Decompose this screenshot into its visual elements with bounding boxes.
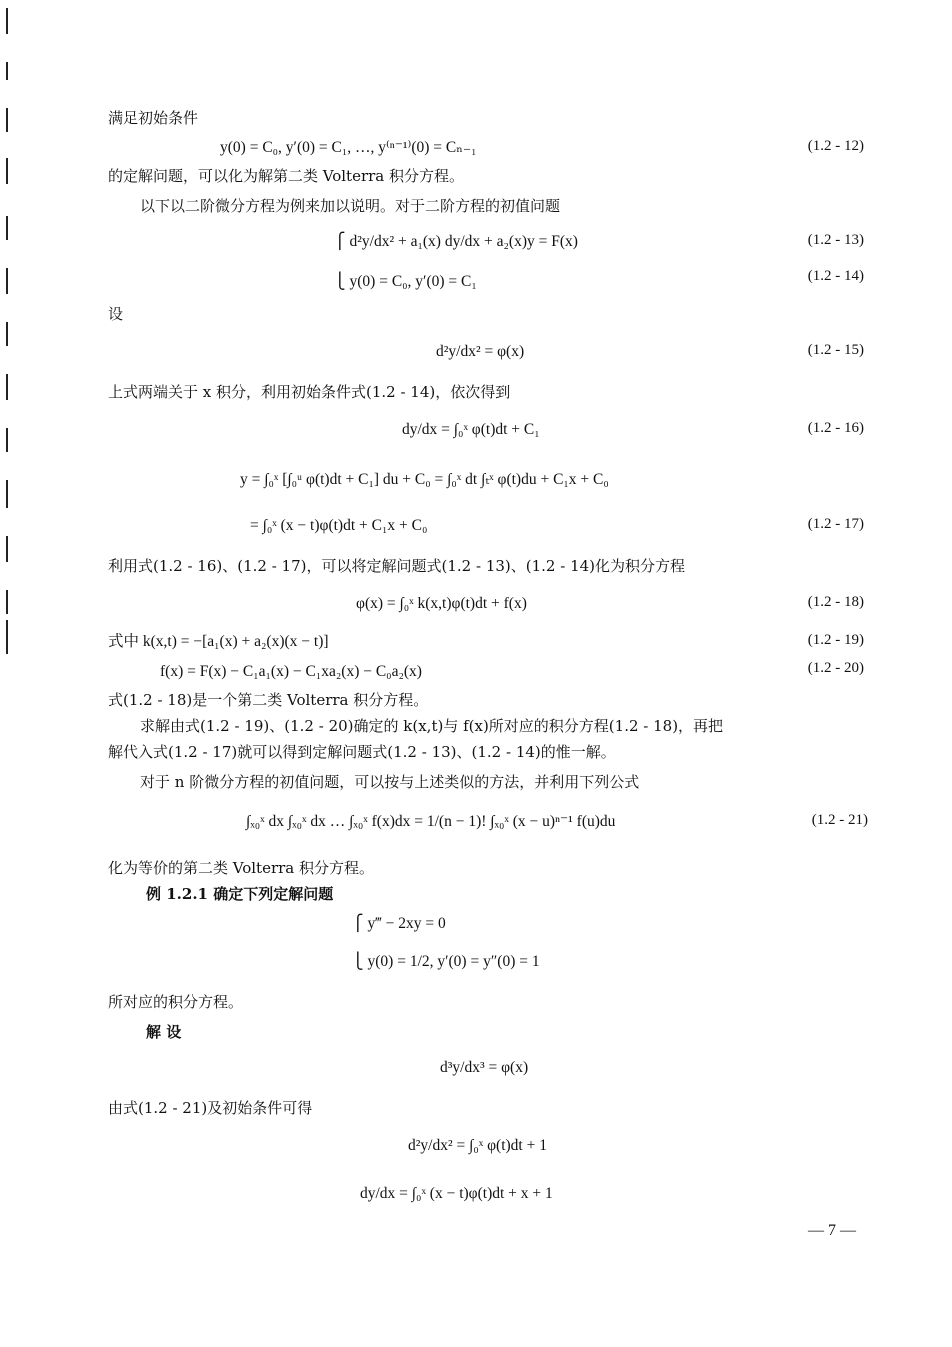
text-line: 化为等价的第二类 Volterra 积分方程。: [108, 859, 375, 877]
equation: = ∫₀ˣ (x − t)φ(t)dt + C₁x + C₀: [250, 517, 428, 534]
text-line: 以下以二阶微分方程为例来加以说明。对于二阶方程的初值问题: [140, 197, 561, 215]
equation-number: (1.2 - 15): [807, 342, 864, 358]
text-line: 所对应的积分方程。: [108, 993, 244, 1011]
equation: d²y/dx² = ∫₀ˣ φ(t)dt + 1: [408, 1137, 547, 1154]
binding-rule: [6, 428, 8, 452]
equation: y = ∫₀ˣ [∫₀ᵘ φ(t)dt + C₁] du + C₀ = ∫₀ˣ dt ∫ₜˣ φ(t)du + C₁x + C₀: [240, 471, 609, 488]
equation: ⎧ y‴ − 2xy = 0: [352, 915, 446, 932]
equation: ⎩ y(0) = 1/2, y′(0) = y″(0) = 1: [352, 953, 540, 970]
equation-number: (1.2 - 18): [807, 594, 864, 610]
binding-rule: [6, 322, 8, 346]
text-line: 求解由式(1.2 - 19)、(1.2 - 20)确定的 k(x,t)与 f(x)所对应的积分方程(1.2 - 18)，再把: [140, 717, 724, 735]
binding-rule: [6, 8, 8, 34]
text-line: 解代入式(1.2 - 17)就可以得到定解问题式(1.2 - 13)、(1.2 - 14)的惟一解。: [108, 743, 616, 761]
text-line: 由式(1.2 - 21)及初始条件可得: [108, 1099, 313, 1117]
equation: f(x) = F(x) − C₁a₁(x) − C₁xa₂(x) − C₀a₂(x): [160, 663, 422, 680]
binding-rule: [6, 268, 8, 294]
equation: ⎩ y(0) = C₀, y′(0) = C₁: [334, 273, 477, 290]
example-heading: 例 1.2.1 确定下列定解问题: [146, 885, 334, 903]
equation: d²y/dx² = φ(x): [436, 343, 525, 360]
equation-number: (1.2 - 19): [807, 632, 864, 648]
binding-rule: [6, 62, 8, 80]
binding-rule: [6, 620, 8, 654]
equation: ∫ₓ₀ˣ dx ∫ₓ₀ˣ dx … ∫ₓ₀ˣ f(x)dx = 1/(n − 1)! ∫ₓ₀ˣ (x − u)ⁿ⁻¹ f(u)du: [246, 813, 616, 830]
equation-number: (1.2 - 21): [811, 812, 868, 828]
equation-number: (1.2 - 14): [807, 268, 864, 284]
text-line: 满足初始条件: [108, 109, 199, 127]
equation: y(0) = C₀, y′(0) = C₁, …, y⁽ⁿ⁻¹⁾(0) = Cₙ₋₁: [220, 139, 477, 156]
equation: 式中 k(x,t) = −[a₁(x) + a₂(x)(x − t)]: [108, 633, 329, 650]
text-line: 的定解问题，可以化为解第二类 Volterra 积分方程。: [108, 167, 465, 185]
equation: ⎧ d²y/dx² + a₁(x) dy/dx + a₂(x)y = F(x): [334, 233, 578, 250]
equation-number: (1.2 - 16): [807, 420, 864, 436]
equation: dy/dx = ∫₀ˣ (x − t)φ(t)dt + x + 1: [360, 1185, 553, 1202]
binding-rule: [6, 590, 8, 614]
text-line: 设: [108, 305, 124, 323]
binding-rule: [6, 536, 8, 562]
equation-number: (1.2 - 13): [807, 232, 864, 248]
equation: d³y/dx³ = φ(x): [440, 1059, 529, 1076]
text-line: 对于 n 阶微分方程的初值问题，可以按与上述类似的方法，并利用下列公式: [140, 773, 640, 791]
equation: dy/dx = ∫₀ˣ φ(t)dt + C₁: [402, 421, 540, 438]
binding-rule: [6, 108, 8, 132]
equation-number: (1.2 - 12): [807, 138, 864, 154]
text-line: 式(1.2 - 18)是一个第二类 Volterra 积分方程。: [108, 691, 429, 709]
page-number: — 7 —: [808, 1222, 856, 1239]
text-line: 上式两端关于 x 积分，利用初始条件式(1.2 - 14)，依次得到: [108, 383, 511, 401]
binding-rule: [6, 158, 8, 184]
binding-rule: [6, 374, 8, 400]
equation: φ(x) = ∫₀ˣ k(x,t)φ(t)dt + f(x): [356, 595, 527, 612]
equation-number: (1.2 - 20): [807, 660, 864, 676]
binding-rule: [6, 216, 8, 240]
binding-rule: [6, 480, 8, 508]
equation-number: (1.2 - 17): [807, 516, 864, 532]
text-line: 利用式(1.2 - 16)、(1.2 - 17)，可以将定解问题式(1.2 - 13)、(1.2 - 14)化为积分方程: [108, 557, 686, 575]
solution-heading: 解 设: [146, 1023, 182, 1041]
